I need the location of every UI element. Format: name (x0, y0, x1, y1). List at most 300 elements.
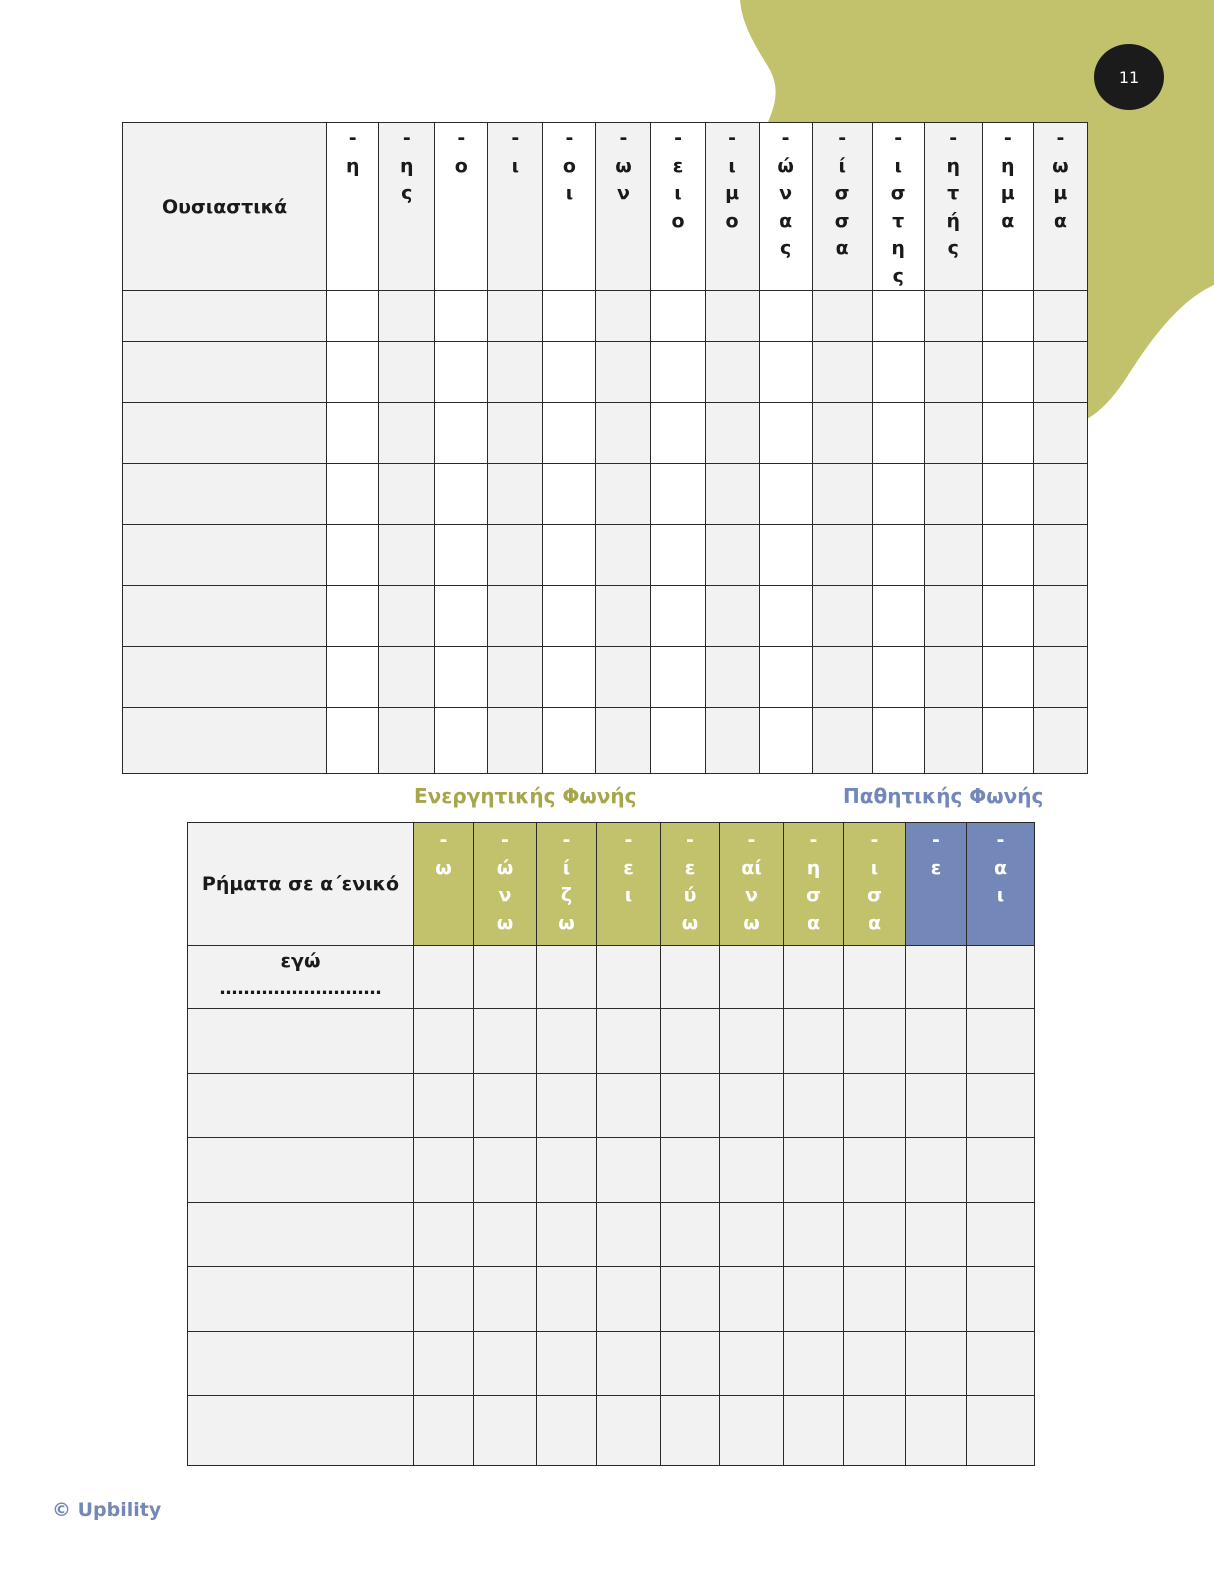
checkbox-cell[interactable] (720, 1396, 784, 1466)
checkbox-cell[interactable] (844, 946, 906, 1009)
checkbox-cell[interactable] (651, 291, 705, 342)
checkbox-cell[interactable] (414, 1009, 474, 1074)
checkbox-cell[interactable] (327, 342, 379, 403)
table-row (188, 1138, 1035, 1203)
checkbox-cell[interactable] (651, 586, 705, 647)
checkbox-cell[interactable] (967, 1202, 1035, 1267)
noun-suffix-header (705, 123, 759, 291)
checkbox-cell[interactable] (474, 946, 537, 1009)
suffix-letter: ι (894, 154, 902, 177)
checkbox-cell[interactable] (414, 1331, 474, 1396)
checkbox-cell[interactable] (537, 1331, 597, 1396)
verbs-header-label: Ρήματα σε α΄ενικό (188, 823, 414, 946)
checkbox-cell[interactable] (705, 342, 759, 403)
checkbox-cell[interactable] (967, 946, 1035, 1009)
noun-suffix-header (1033, 123, 1087, 291)
checkbox-cell[interactable] (488, 708, 543, 774)
checkbox-cell[interactable] (474, 1138, 537, 1203)
suffix-letter: η (806, 856, 821, 879)
table-row (188, 1331, 1035, 1396)
checkbox-cell[interactable] (720, 1267, 784, 1332)
suffix-letter: ν (616, 182, 630, 204)
checkbox-cell[interactable] (651, 464, 705, 525)
checkbox-cell[interactable] (651, 708, 705, 774)
verb-entry-cell[interactable] (188, 1331, 414, 1396)
checkbox-cell[interactable] (596, 403, 651, 464)
checkbox-cell[interactable] (784, 1073, 844, 1138)
checkbox-cell[interactable] (537, 1396, 597, 1466)
checkbox-cell[interactable] (982, 525, 1033, 586)
checkbox-cell[interactable] (872, 647, 924, 708)
verb-entry-cell[interactable] (188, 1138, 414, 1203)
checkbox-cell[interactable] (543, 647, 596, 708)
checkbox-cell[interactable] (705, 525, 759, 586)
suffix-letter: α (867, 911, 882, 934)
checkbox-cell[interactable] (488, 464, 543, 525)
checkbox-cell[interactable] (982, 647, 1033, 708)
checkbox-cell[interactable] (812, 291, 872, 342)
verb-entry-cell[interactable] (188, 946, 414, 1009)
checkbox-cell[interactable] (705, 708, 759, 774)
checkbox-cell[interactable] (872, 403, 924, 464)
suffix-letter: ε (623, 856, 634, 879)
suffix-letter: ώ (496, 856, 514, 879)
checkbox-cell[interactable] (720, 1202, 784, 1267)
suffix-letter: - (932, 829, 940, 851)
checkbox-cell[interactable] (872, 708, 924, 774)
noun-suffix-header (982, 123, 1033, 291)
checkbox-cell[interactable] (435, 586, 488, 647)
checkbox-cell[interactable] (1033, 342, 1087, 403)
checkbox-cell[interactable] (596, 342, 651, 403)
checkbox-cell[interactable] (982, 403, 1033, 464)
checkbox-cell[interactable] (906, 946, 967, 1009)
checkbox-cell[interactable] (967, 1396, 1035, 1466)
suffix-letter: ν (779, 182, 793, 204)
checkbox-cell[interactable] (597, 1202, 661, 1267)
suffix-letter: μ (1053, 182, 1068, 204)
checkbox-cell[interactable] (705, 291, 759, 342)
checkbox-cell[interactable] (543, 342, 596, 403)
checkbox-cell[interactable] (1033, 708, 1087, 774)
suffix-letter: αί (741, 856, 762, 879)
checkbox-cell[interactable] (967, 1073, 1035, 1138)
checkbox-cell[interactable] (982, 464, 1033, 525)
checkbox-cell[interactable] (812, 647, 872, 708)
checkbox-cell[interactable] (379, 586, 435, 647)
checkbox-cell[interactable] (1033, 464, 1087, 525)
suffix-letter: α (835, 237, 849, 259)
checkbox-cell[interactable] (705, 464, 759, 525)
checkbox-cell[interactable] (906, 1138, 967, 1203)
noun-entry-cell[interactable] (123, 708, 327, 774)
checkbox-cell[interactable] (488, 525, 543, 586)
checkbox-cell[interactable] (537, 1073, 597, 1138)
example-pronoun: εγώ (280, 950, 321, 972)
suffix-letter: - (838, 127, 847, 149)
copyright-footer: © Upbility (52, 1499, 162, 1521)
checkbox-cell[interactable] (488, 403, 543, 464)
suffix-letter: ω (496, 911, 514, 934)
checkbox-cell[interactable] (812, 525, 872, 586)
checkbox-cell[interactable] (1033, 586, 1087, 647)
suffix-letter: - (501, 829, 509, 851)
checkbox-cell[interactable] (720, 1009, 784, 1074)
checkbox-cell[interactable] (379, 708, 435, 774)
suffix-letter: - (996, 829, 1005, 851)
checkbox-cell[interactable] (414, 1396, 474, 1466)
noun-suffix-header (872, 123, 924, 291)
checkbox-cell[interactable] (414, 946, 474, 1009)
suffix-letter: - (511, 127, 520, 149)
checkbox-cell[interactable] (759, 586, 812, 647)
checkbox-cell[interactable] (844, 1396, 906, 1466)
checkbox-cell[interactable] (597, 1009, 661, 1074)
checkbox-cell[interactable] (379, 647, 435, 708)
checkbox-cell[interactable] (435, 342, 488, 403)
active-suffix-header (661, 823, 720, 946)
checkbox-cell[interactable] (488, 291, 543, 342)
checkbox-cell[interactable] (906, 1267, 967, 1332)
checkbox-cell[interactable] (597, 946, 661, 1009)
checkbox-cell[interactable] (327, 708, 379, 774)
checkbox-cell[interactable] (982, 586, 1033, 647)
checkbox-cell[interactable] (537, 1138, 597, 1203)
checkbox-cell[interactable] (784, 1009, 844, 1074)
checkbox-cell[interactable] (1033, 403, 1087, 464)
checkbox-cell[interactable] (435, 403, 488, 464)
active-suffix-header (537, 823, 597, 946)
checkbox-cell[interactable] (474, 1009, 537, 1074)
checkbox-cell[interactable] (759, 525, 812, 586)
suffix-letter: α (993, 856, 1008, 879)
checkbox-cell[interactable] (414, 1267, 474, 1332)
suffix-letter: ω (615, 154, 632, 177)
checkbox-cell[interactable] (543, 708, 596, 774)
checkbox-cell[interactable] (872, 291, 924, 342)
checkbox-cell[interactable] (872, 586, 924, 647)
active-voice-title: Ενεργητικής Φωνής (414, 784, 637, 808)
checkbox-cell[interactable] (661, 1009, 720, 1074)
table-row (123, 586, 1088, 647)
checkbox-cell[interactable] (784, 1267, 844, 1332)
suffix-letter: ι (565, 182, 574, 204)
noun-suffix-header (543, 123, 596, 291)
checkbox-cell[interactable] (543, 464, 596, 525)
checkbox-cell[interactable] (759, 647, 812, 708)
table-row (123, 525, 1088, 586)
checkbox-cell[interactable] (596, 291, 651, 342)
checkbox-cell[interactable] (327, 403, 379, 464)
checkbox-cell[interactable] (924, 586, 982, 647)
suffix-letter: - (747, 829, 756, 851)
suffix-letter: τ (947, 182, 960, 204)
noun-suffix-header (435, 123, 488, 291)
checkbox-cell[interactable] (844, 1202, 906, 1267)
checkbox-cell[interactable] (812, 464, 872, 525)
suffix-letter: η (345, 154, 360, 177)
noun-entry-cell[interactable] (123, 586, 327, 647)
suffix-letter: ι (728, 154, 736, 177)
checkbox-cell[interactable] (705, 586, 759, 647)
noun-suffix-header (596, 123, 651, 291)
suffix-letter: τ (892, 209, 905, 232)
noun-suffix-header (812, 123, 872, 291)
checkbox-cell[interactable] (379, 403, 435, 464)
suffix-letter: ν (498, 884, 512, 906)
verb-entry-cell[interactable] (188, 1202, 414, 1267)
suffix-letter: - (619, 127, 628, 149)
checkbox-cell[interactable] (414, 1073, 474, 1138)
suffix-letter: ώ (777, 154, 794, 177)
suffix-letter: ω (743, 911, 760, 934)
checkbox-cell[interactable] (596, 586, 651, 647)
checkbox-cell[interactable] (812, 342, 872, 403)
checkbox-cell[interactable] (759, 708, 812, 774)
suffix-letter: ι (624, 884, 633, 906)
checkbox-cell[interactable] (651, 342, 705, 403)
checkbox-cell[interactable] (720, 1138, 784, 1203)
noun-suffix-header (488, 123, 543, 291)
checkbox-cell[interactable] (661, 1073, 720, 1138)
checkbox-cell[interactable] (1033, 291, 1087, 342)
suffix-letter: - (1003, 127, 1012, 149)
suffix-letter: ω (1052, 154, 1069, 177)
checkbox-cell[interactable] (720, 946, 784, 1009)
checkbox-cell[interactable] (435, 708, 488, 774)
noun-entry-cell[interactable] (123, 291, 327, 342)
checkbox-cell[interactable] (844, 1073, 906, 1138)
checkbox-cell[interactable] (784, 946, 844, 1009)
table-row (188, 1202, 1035, 1267)
checkbox-cell[interactable] (872, 342, 924, 403)
checkbox-cell[interactable] (924, 647, 982, 708)
table-row (188, 946, 1035, 1009)
table-row (188, 1009, 1035, 1074)
checkbox-cell[interactable] (872, 464, 924, 525)
passive-suffix-header (967, 823, 1035, 946)
checkbox-cell[interactable] (474, 1331, 537, 1396)
checkbox-cell[interactable] (661, 1202, 720, 1267)
noun-entry-cell[interactable] (123, 525, 327, 586)
verbs-table (187, 822, 1035, 1466)
checkbox-cell[interactable] (1033, 525, 1087, 586)
checkbox-cell[interactable] (924, 342, 982, 403)
verb-entry-cell[interactable] (188, 1396, 414, 1466)
noun-suffix-header (924, 123, 982, 291)
checkbox-cell[interactable] (597, 1267, 661, 1332)
checkbox-cell[interactable] (967, 1138, 1035, 1203)
checkbox-cell[interactable] (812, 708, 872, 774)
suffix-letter: ς (947, 237, 959, 259)
checkbox-cell[interactable] (705, 647, 759, 708)
suffix-letter: - (870, 829, 879, 851)
table-row (123, 403, 1088, 464)
suffix-letter: - (565, 127, 574, 149)
checkbox-cell[interactable] (1033, 647, 1087, 708)
verb-entry-cell[interactable] (188, 1073, 414, 1138)
suffix-letter: ς (401, 182, 413, 204)
noun-entry-cell[interactable] (123, 342, 327, 403)
noun-entry-cell[interactable] (123, 647, 327, 708)
checkbox-cell[interactable] (661, 1138, 720, 1203)
checkbox-cell[interactable] (924, 291, 982, 342)
checkbox-cell[interactable] (537, 946, 597, 1009)
checkbox-cell[interactable] (906, 1331, 967, 1396)
checkbox-cell[interactable] (759, 291, 812, 342)
checkbox-cell[interactable] (597, 1396, 661, 1466)
suffix-letter: α (779, 209, 793, 232)
checkbox-cell[interactable] (543, 525, 596, 586)
checkbox-cell[interactable] (543, 586, 596, 647)
checkbox-cell[interactable] (596, 525, 651, 586)
checkbox-cell[interactable] (784, 1138, 844, 1203)
checkbox-cell[interactable] (596, 464, 651, 525)
verb-entry-cell[interactable] (188, 1267, 414, 1332)
checkbox-cell[interactable] (720, 1331, 784, 1396)
checkbox-cell[interactable] (844, 1009, 906, 1074)
checkbox-cell[interactable] (435, 464, 488, 525)
suffix-letter: ο (562, 154, 576, 177)
checkbox-cell[interactable] (543, 291, 596, 342)
checkbox-cell[interactable] (651, 403, 705, 464)
checkbox-cell[interactable] (543, 403, 596, 464)
checkbox-cell[interactable] (327, 464, 379, 525)
checkbox-cell[interactable] (705, 403, 759, 464)
checkbox-cell[interactable] (812, 586, 872, 647)
checkbox-cell[interactable] (967, 1331, 1035, 1396)
checkbox-cell[interactable] (537, 1009, 597, 1074)
checkbox-cell[interactable] (435, 291, 488, 342)
suffix-letter: - (686, 829, 694, 851)
checkbox-cell[interactable] (435, 647, 488, 708)
suffix-letter: - (348, 127, 357, 149)
checkbox-cell[interactable] (597, 1073, 661, 1138)
checkbox-cell[interactable] (661, 946, 720, 1009)
checkbox-cell[interactable] (596, 708, 651, 774)
table-row (123, 291, 1088, 342)
checkbox-cell[interactable] (906, 1073, 967, 1138)
noun-entry-cell[interactable] (123, 464, 327, 525)
checkbox-cell[interactable] (982, 291, 1033, 342)
checkbox-cell[interactable] (967, 1267, 1035, 1332)
active-suffix-header (784, 823, 844, 946)
checkbox-cell[interactable] (924, 525, 982, 586)
checkbox-cell[interactable] (379, 525, 435, 586)
checkbox-cell[interactable] (982, 708, 1033, 774)
checkbox-cell[interactable] (596, 647, 651, 708)
checkbox-cell[interactable] (844, 1331, 906, 1396)
suffix-letter: ι (996, 884, 1005, 906)
noun-entry-cell[interactable] (123, 403, 327, 464)
suffix-letter: - (624, 829, 633, 851)
verb-entry-cell[interactable] (188, 1009, 414, 1074)
checkbox-cell[interactable] (488, 647, 543, 708)
active-suffix-header (414, 823, 474, 946)
active-suffix-header (597, 823, 661, 946)
checkbox-cell[interactable] (759, 342, 812, 403)
checkbox-cell[interactable] (379, 291, 435, 342)
checkbox-cell[interactable] (924, 403, 982, 464)
checkbox-cell[interactable] (982, 342, 1033, 403)
table-row (188, 1267, 1035, 1332)
checkbox-cell[interactable] (661, 1396, 720, 1466)
checkbox-cell[interactable] (784, 1202, 844, 1267)
checkbox-cell[interactable] (414, 1138, 474, 1203)
suffix-letter: ί (562, 856, 571, 879)
suffix-letter: - (457, 127, 466, 149)
suffix-letter: σ (834, 182, 850, 204)
checkbox-cell[interactable] (651, 647, 705, 708)
suffix-letter: μ (725, 182, 740, 204)
table-row (188, 1073, 1035, 1138)
checkbox-cell[interactable] (906, 1396, 967, 1466)
checkbox-cell[interactable] (435, 525, 488, 586)
checkbox-cell[interactable] (844, 1138, 906, 1203)
checkbox-cell[interactable] (474, 1267, 537, 1332)
checkbox-cell[interactable] (844, 1267, 906, 1332)
checkbox-cell[interactable] (720, 1073, 784, 1138)
checkbox-cell[interactable] (379, 342, 435, 403)
checkbox-cell[interactable] (474, 1073, 537, 1138)
suffix-letter: σ (806, 884, 821, 906)
suffix-letter: - (674, 127, 682, 149)
checkbox-cell[interactable] (597, 1138, 661, 1203)
checkbox-cell[interactable] (414, 1202, 474, 1267)
checkbox-cell[interactable] (812, 403, 872, 464)
checkbox-cell[interactable] (379, 464, 435, 525)
suffix-letter: η (946, 154, 960, 177)
table-row (123, 647, 1088, 708)
checkbox-cell[interactable] (784, 1396, 844, 1466)
checkbox-cell[interactable] (906, 1202, 967, 1267)
checkbox-cell[interactable] (759, 403, 812, 464)
checkbox-cell[interactable] (327, 647, 379, 708)
noun-suffix-header (379, 123, 435, 291)
fill-in-dots[interactable]: ……………………… (219, 978, 382, 999)
suffix-letter: ω (558, 911, 575, 934)
checkbox-cell[interactable] (872, 525, 924, 586)
checkbox-cell[interactable] (924, 464, 982, 525)
checkbox-cell[interactable] (537, 1267, 597, 1332)
suffix-letter: ή (946, 209, 960, 232)
checkbox-cell[interactable] (488, 586, 543, 647)
checkbox-cell[interactable] (327, 291, 379, 342)
checkbox-cell[interactable] (537, 1202, 597, 1267)
checkbox-cell[interactable] (661, 1331, 720, 1396)
checkbox-cell[interactable] (327, 586, 379, 647)
suffix-letter: - (809, 829, 818, 851)
checkbox-cell[interactable] (651, 525, 705, 586)
checkbox-cell[interactable] (597, 1331, 661, 1396)
checkbox-cell[interactable] (924, 708, 982, 774)
checkbox-cell[interactable] (759, 464, 812, 525)
checkbox-cell[interactable] (906, 1009, 967, 1074)
checkbox-cell[interactable] (327, 525, 379, 586)
suffix-letter: - (1056, 127, 1065, 149)
noun-suffix-header (651, 123, 705, 291)
checkbox-cell[interactable] (474, 1202, 537, 1267)
suffix-letter: ζ (560, 884, 573, 906)
checkbox-cell[interactable] (784, 1331, 844, 1396)
suffix-letter: ν (745, 884, 758, 906)
checkbox-cell[interactable] (474, 1396, 537, 1466)
suffix-letter: ο (454, 154, 468, 177)
active-suffix-header (844, 823, 906, 946)
checkbox-cell[interactable] (488, 342, 543, 403)
checkbox-cell[interactable] (967, 1009, 1035, 1074)
checkbox-cell[interactable] (661, 1267, 720, 1332)
